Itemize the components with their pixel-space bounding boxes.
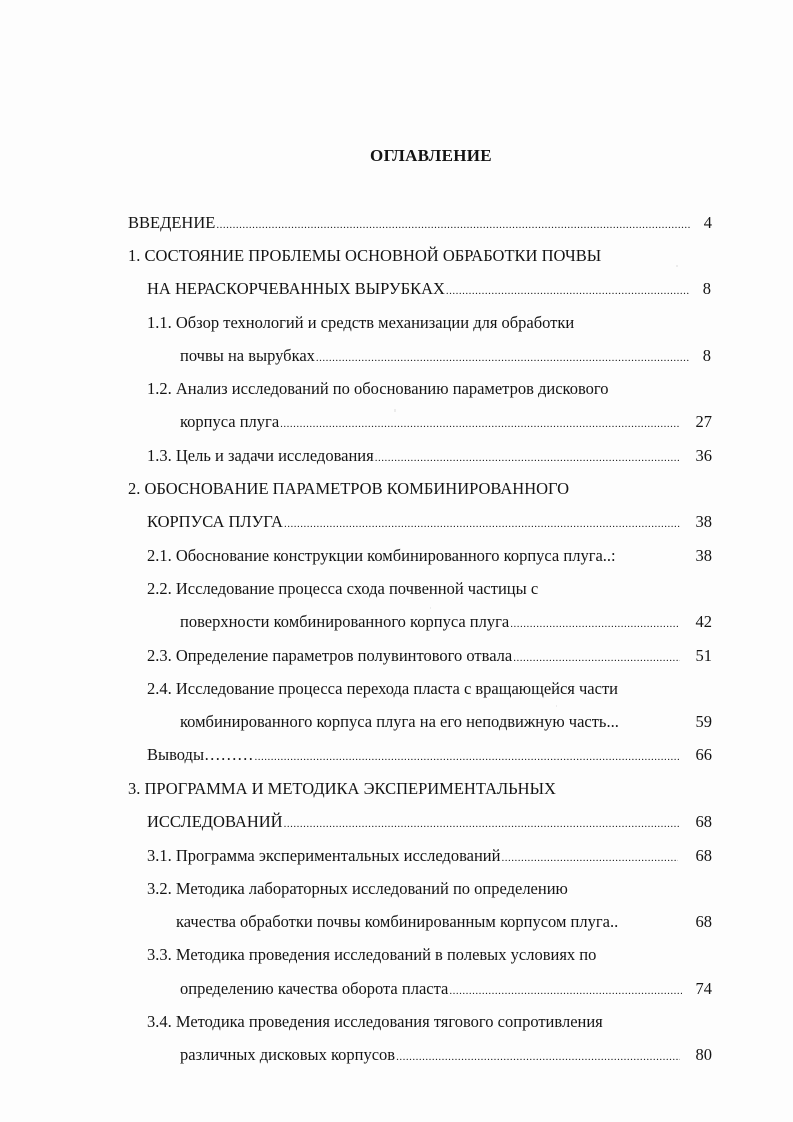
toc-page-number: 36 [695,446,712,465]
toc-entry-body [147,276,693,304]
toc-entry-body [147,809,683,837]
toc-entry-text: 1.2. Анализ исследований по обоснованию параметров дискового [147,379,609,398]
dot-leader [284,511,680,537]
toc-entry-body [147,376,703,402]
toc-entry-text: НА НЕРАСКОРЧЕВАННЫХ ВЫРУБКАХ [147,279,445,298]
toc-entry-body [128,243,703,269]
toc-entry-text: 1.3. Цель и задачи исследования [147,446,374,465]
dot-leader [510,611,680,637]
toc-chapter-3-heading [0,776,793,802]
toc-section-1-3 [0,443,793,469]
dot-leader [449,978,682,1004]
toc-entry-body [180,609,683,637]
toc-section-3-4-heading [0,1009,793,1035]
toc-section-3-3-continuation [0,976,793,1002]
toc-conclusions [0,742,793,768]
toc-entry-body [180,409,683,437]
scan-speck [430,607,431,609]
toc-entry-body [128,776,703,802]
toc-page-number: 59 [695,712,712,731]
toc-section-2-4-continuation [0,709,793,735]
toc-entry-body [128,210,694,238]
toc-page-number: 66 [695,745,712,764]
dot-leader [513,645,680,671]
toc-entry-body [147,942,703,968]
toc-entry-body [147,543,683,569]
toc-entry-text: 2. ОБОСНОВАНИЕ ПАРАМЕТРОВ КОМБИНИРОВАННОГО [128,479,570,498]
toc-entry-body [147,310,703,336]
toc-section-2-2-continuation [0,609,793,635]
toc-entry-body [147,876,703,902]
toc-page-number: 68 [695,846,712,865]
toc-section-2-3 [0,643,793,669]
toc-entry-body [147,843,681,871]
toc-entry-body [147,443,683,471]
toc-section-2-1 [0,543,793,569]
toc-title: ОГЛАВЛЕНИЕ [370,146,492,165]
scan-speck [676,265,678,267]
toc-entry-text: Выводы……… [147,745,254,764]
toc-entry-text: 2.4. Исследование процесса перехода пласта с вращающейся части [147,679,618,698]
toc-chapter-2-continuation [0,509,793,535]
toc-entry-body [176,909,683,935]
toc-section-1-1-heading [0,310,793,336]
toc-page-number: 4 [703,213,712,232]
toc-entry-text: 3.3. Методика проведения исследований в полевых условиях по [147,945,597,964]
toc-chapter-3-continuation [0,809,793,835]
scan-speck [556,705,557,707]
toc-entry-introduction [0,210,793,236]
toc-section-1-1-continuation [0,343,793,369]
toc-page-number: 80 [695,1045,712,1064]
toc-section-2-4-heading [0,676,793,702]
toc-entry-text: качества обработки почвы комбинированным корпусом плуга.. [176,912,619,931]
toc-entry-text: 3.2. Методика лабораторных исследований по определению [147,879,568,898]
toc-section-1-2-heading [0,376,793,402]
toc-page-number: 68 [695,812,712,831]
toc-entry-text: 2.1. Обоснование конструкции комбинированного корпуса плуга..: [147,546,616,565]
toc-page-number: 27 [695,412,712,431]
toc-chapter-2-heading [0,476,793,502]
toc-entry-body [180,709,683,735]
toc-entry-text: 2.3. Определение параметров полувинтового отвала [147,646,513,665]
toc-entry-text: 2.2. Исследование процесса схода почвенной частицы с [147,579,539,598]
toc-page-number: 68 [695,912,712,931]
toc-entry-body [147,676,703,702]
toc-entry-text: различных дисковых корпусов [180,1045,396,1064]
toc-page-number: 38 [695,512,712,531]
toc-entry-text: почвы на вырубках [180,346,315,365]
toc-entry-body [147,643,683,671]
toc-page-number: 8 [702,279,711,298]
toc-entry-text: комбинированного корпуса плуга на его неподвижную часть... [180,712,619,731]
toc-chapter-1-heading [0,243,793,269]
toc-section-1-2-continuation [0,409,793,435]
toc-entry-text: поверхности комбинированного корпуса плуга [180,612,510,631]
toc-page-number: 74 [695,979,712,998]
toc-page-number: 51 [695,646,712,665]
toc-entry-text: корпуса плуга [180,412,280,431]
toc-entry-text: КОРПУСА ПЛУГА [147,512,283,531]
dot-leader [316,345,690,371]
toc-section-3-4-continuation [0,1042,793,1068]
dot-leader [255,744,680,770]
toc-entry-text: определению качества оборота пласта [180,979,449,998]
toc-section-3-2-heading [0,876,793,902]
toc-entry-body [147,509,683,537]
toc-entry-text: 1. СОСТОЯНИЕ ПРОБЛЕМЫ ОСНОВНОЙ ОБРАБОТКИ ПОЧВЫ [128,246,602,265]
dot-leader [284,811,680,837]
toc-entry-body [180,976,685,1004]
dot-leader [216,212,691,238]
dot-leader [375,445,680,471]
toc-entry-text: ВВЕДЕНИЕ [128,213,216,232]
toc-entry-text: ИССЛЕДОВАНИЙ [147,812,283,831]
toc-page-number: 8 [702,346,711,365]
toc-entry-text: 3.4. Методика проведения исследования тягового сопротивления [147,1012,603,1031]
scan-speck [394,409,396,412]
dot-leader [280,411,680,437]
toc-entry-body [147,742,683,770]
dot-leader [396,1044,680,1070]
toc-entry-body [180,343,693,371]
toc-entry-text: 3.1. Программа экспериментальных исследований [147,846,501,865]
toc-entry-body [147,1009,703,1035]
toc-section-3-2-continuation [0,909,793,935]
toc-section-3-3-heading [0,942,793,968]
dot-leader [501,845,678,871]
toc-entry-body [180,1042,683,1070]
toc-entry-text: 3. ПРОГРАММА И МЕТОДИКА ЭКСПЕРИМЕНТАЛЬНЫХ [128,779,556,798]
toc-entry-text: 1.1. Обзор технологий и средств механизации для обработки [147,313,575,332]
toc-entry-body [128,476,703,502]
toc-section-3-1 [0,843,793,869]
toc-entry-body [147,576,703,602]
toc-page-number: 42 [695,612,712,631]
toc-chapter-1-continuation [0,276,793,302]
dot-leader [446,278,690,304]
toc-page-number: 38 [695,546,712,565]
toc-section-2-2-heading [0,576,793,602]
